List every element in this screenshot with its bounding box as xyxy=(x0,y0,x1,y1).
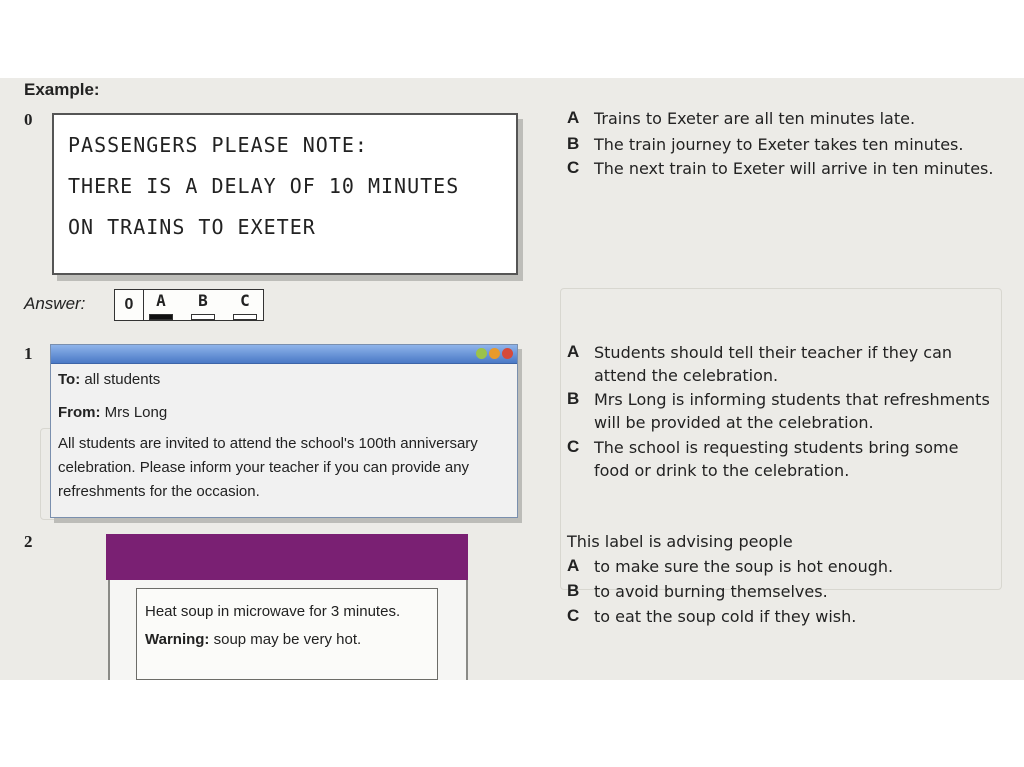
answer-label: Answer: xyxy=(24,294,86,313)
q1-option-a-line: attend the celebration. xyxy=(594,366,779,385)
email-from-line xyxy=(58,404,167,421)
q2-option-a-text: to make sure the soup is hot enough. xyxy=(594,557,894,576)
window-dot-green-icon xyxy=(476,348,487,359)
email-window xyxy=(50,344,518,518)
notice-sign xyxy=(52,113,518,275)
label-text-box xyxy=(136,588,438,680)
q2-option-c-text: to eat the soup cold if they wish. xyxy=(594,607,857,626)
q2-option-b-text: to avoid burning themselves. xyxy=(594,582,828,601)
question-number-0: 0 xyxy=(24,110,33,129)
window-dot-red-icon xyxy=(502,348,513,359)
q1-option-a-line: Students should tell their teacher if they can xyxy=(594,343,953,362)
q0-option-b-letter: B xyxy=(567,134,580,153)
email-body-line: celebration. Please inform your teacher if you can provide any xyxy=(58,459,470,476)
email-body-line: All students are invited to attend the school's 100th anniversary xyxy=(58,435,478,452)
q1-option-b-letter: B xyxy=(567,389,580,408)
soup-label xyxy=(108,534,468,680)
q0-option-a-text: Trains to Exeter are all ten minutes late. xyxy=(594,109,916,128)
sign-line: PASSENGERS PLEASE NOTE: xyxy=(68,133,368,157)
sign-line: ON TRAINS TO EXETER xyxy=(68,215,316,239)
question-number-2: 2 xyxy=(24,532,33,551)
email-from-label: From: xyxy=(58,404,101,421)
answer-mark-a-filled xyxy=(149,314,173,320)
answer-choice-c: C xyxy=(240,291,250,310)
email-from-value: Mrs Long xyxy=(104,404,168,421)
q0-option-c-text: The next train to Exeter will arrive in ten minutes. xyxy=(594,159,994,178)
label-warning-text: soup may be very hot. xyxy=(213,631,362,648)
q2-option-b-letter: B xyxy=(567,581,580,600)
q0-option-c-letter: C xyxy=(567,158,580,177)
window-title-bar xyxy=(51,345,517,364)
q1-option-c-letter: C xyxy=(567,437,580,456)
worksheet-page xyxy=(0,78,1024,680)
answer-mark-b xyxy=(191,314,215,320)
answer-choice-a: A xyxy=(156,291,166,310)
email-to-label: To: xyxy=(58,371,81,388)
example-heading: Example: xyxy=(24,80,100,99)
q0-option-a-letter: A xyxy=(567,108,580,127)
label-warning-heading: Warning: xyxy=(145,631,210,648)
q2-option-c-letter: C xyxy=(567,606,580,625)
email-to-value: all students xyxy=(84,371,161,388)
window-dot-orange-icon xyxy=(489,348,500,359)
q1-option-c-line: food or drink to the celebration. xyxy=(594,461,850,480)
answer-grid xyxy=(114,289,264,321)
label-warning-line xyxy=(145,631,361,648)
label-color-band xyxy=(106,534,468,580)
email-body-line: refreshments for the occasion. xyxy=(58,483,260,500)
q2-stem: This label is advising people xyxy=(567,532,793,551)
q2-option-a-letter: A xyxy=(567,556,580,575)
answer-question-number: 0 xyxy=(115,290,144,320)
q1-option-c-line: The school is requesting students bring some xyxy=(594,438,959,457)
q0-option-b-text: The train journey to Exeter takes ten minutes. xyxy=(594,135,964,154)
sign-line: THERE IS A DELAY OF 10 MINUTES xyxy=(68,174,460,198)
q1-option-b-line: Mrs Long is informing students that refreshments xyxy=(594,390,990,409)
answer-mark-c xyxy=(233,314,257,320)
email-to-line xyxy=(58,371,160,388)
q1-option-b-line: will be provided at the celebration. xyxy=(594,413,874,432)
label-instruction: Heat soup in microwave for 3 minutes. xyxy=(145,603,401,620)
q1-option-a-letter: A xyxy=(567,342,580,361)
answer-choice-b: B xyxy=(198,291,208,310)
question-number-1: 1 xyxy=(24,344,33,363)
